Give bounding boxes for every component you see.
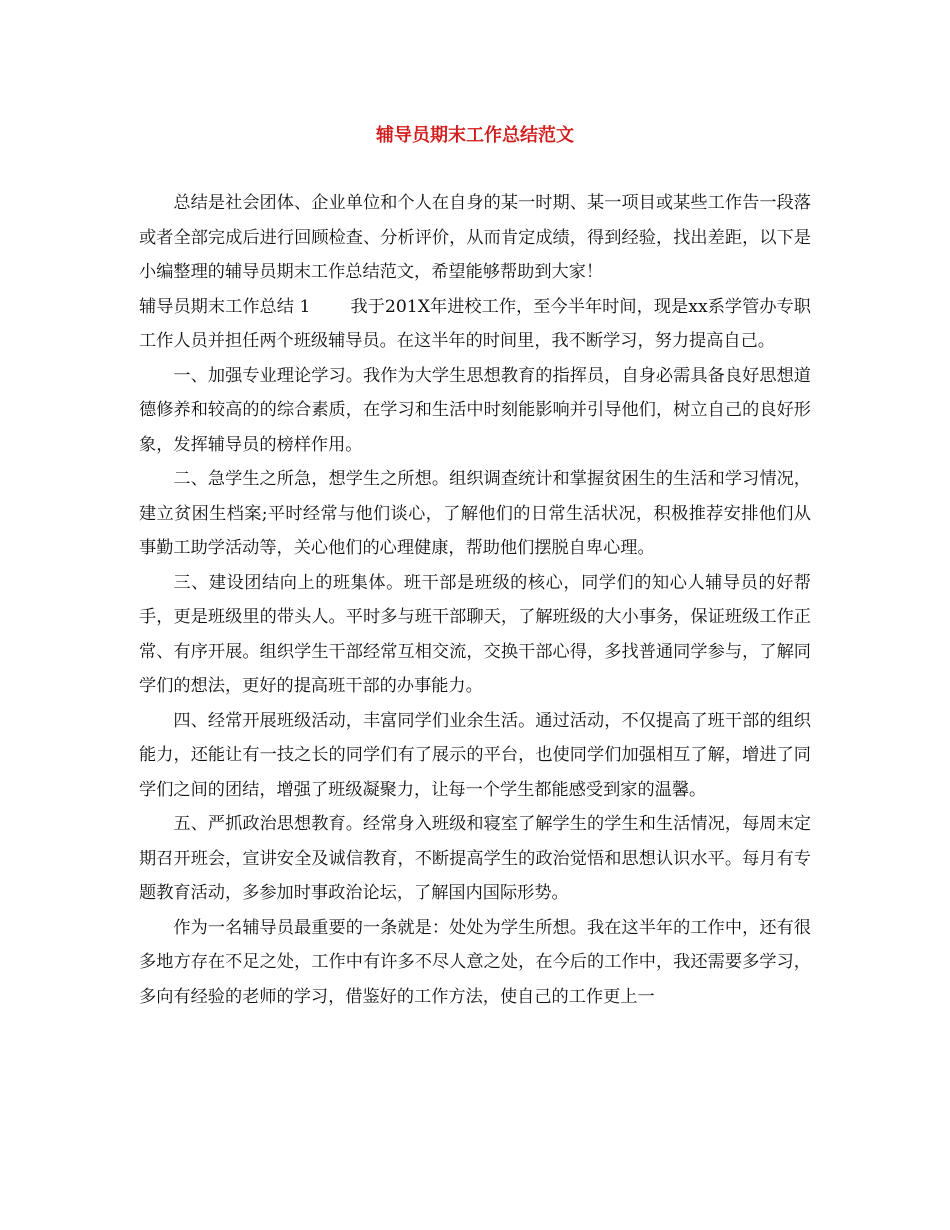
section1-text: 我于201X年进校工作，至今半年时间，现是xx系学管办专职工作人员并担任两个班级辅导员。在这半年的时间里，我不断学习，努力提高自己。 xyxy=(139,296,811,351)
body-paragraph-3: 三、建设团结向上的班集体。班干部是班级的核心，同学们的知心人辅导员的好帮手，更是班级里的带头人。平时多与班干部聊天，了解班级的大小事务，保证班级工作正常、有序开展。组织学生干部经常互相交流，交换干部心得，多找普通同学参与，了解同学们的想法，更好的提高班干部的办事能力。 xyxy=(139,572,811,696)
document-title: 辅导员期末工作总结范文 xyxy=(376,125,574,146)
body-paragraph-4: 四、经常开展班级活动，丰富同学们业余生活。通过活动，不仅提高了班干部的组织能力，还能让有一技之长的同学们有了展示的平台，也使同学们加强相互了解，增进了同学们之间的团结，增强了班级凝聚力，让每一个学生都能感受到家的温馨。 xyxy=(139,710,811,800)
body-paragraph-5: 五、严抓政治思想教育。经常身入班级和寝室了解学生的学生和生活情况，每周末定期召开班会，宣讲安全及诚信教育，不断提高学生的政治觉悟和思想认识水平。每月有专题教育活动，多参加时事政治论坛，了解国内国际形势。 xyxy=(139,814,811,903)
body-paragraph-2: 二、急学生之所急，想学生之所想。组织调查统计和掌握贫困生的生活和学习情况，建立贫困生档案;平时经常与他们谈心，了解他们的日常生活状况，积极推荐安排他们从事勤工助学活动等，关心他们的心理健康，帮助他们摆脱自卑心理。 xyxy=(139,469,811,558)
body-paragraph-6: 作为一名辅导员最重要的一条就是：处处为学生所想。我在这半年的工作中，还有很多地方存在不足之处，工作中有许多不尽人意之处，在今后的工作中，我还需要多学习，多向有经验的老师的学习，借鉴好的工作方法，使自己的工作更上一 xyxy=(139,917,811,1007)
body-paragraph-1: 一、加强专业理论学习。我作为大学生思想教育的指挥员，自身必需具备良好思想道德修养和较高的的综合素质，在学习和生活中时刻能影响并引导他们，树立自己的良好形象，发挥辅导员的榜样作用。 xyxy=(139,365,811,455)
section1-paragraph xyxy=(139,290,811,359)
section1-label: 辅导员期末工作总结 1 xyxy=(139,296,311,317)
intro-paragraph: 总结是社会团体、企业单位和个人在自身的某一时期、某一项目或某些工作告一段落或者全部完成后进行回顾检查、分析评价，从而肯定成绩，得到经验，找出差距，以下是小编整理的辅导员期末工作总结范文，希望能够帮助到大家！ xyxy=(139,193,811,282)
